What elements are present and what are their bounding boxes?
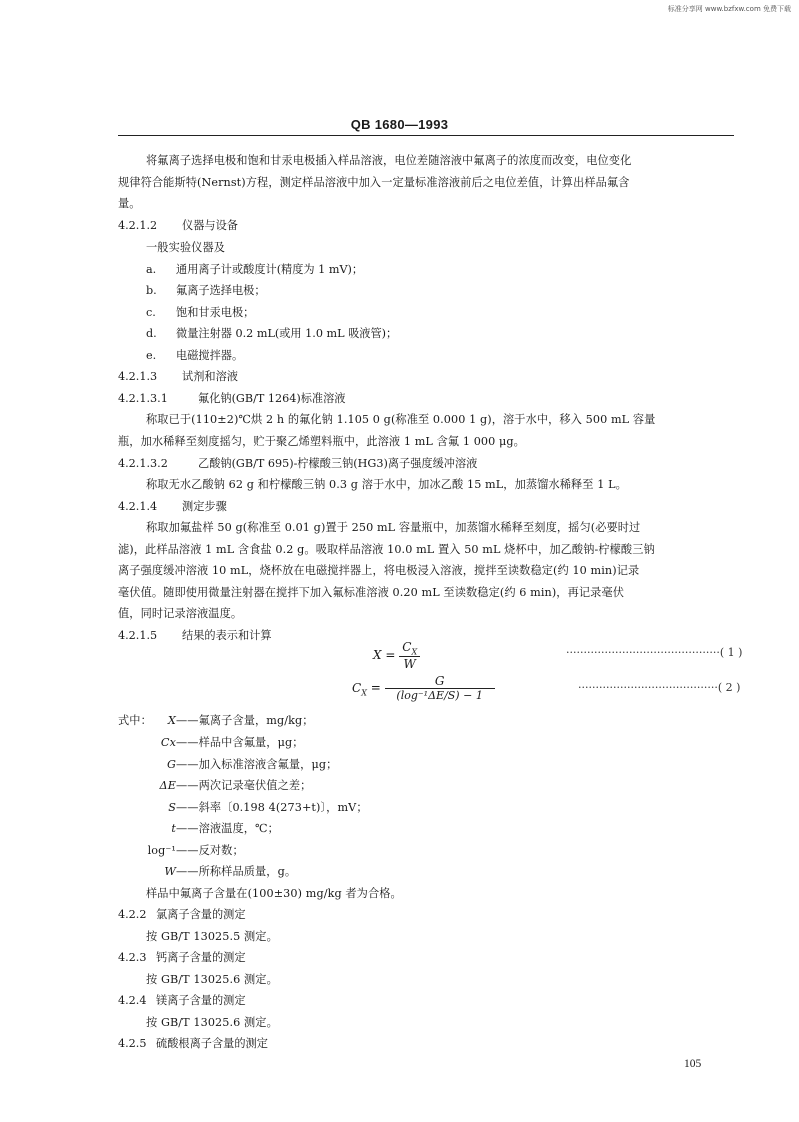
item-key: a. [146,263,157,276]
equipment-intro: 一般实验仪器及 [146,241,226,254]
paragraph-4-2-1-3-1-line-1: 称取已于(110±2)℃烘 2 h 的氟化钠 1.105 0 g(称准至 0.000 1 g)，溶于水中，移入 500 mL 容量 [146,413,656,426]
section-4-2-1-3-2 [118,455,477,471]
item-key: c. [146,306,156,319]
site-watermark: 标准分享网 www.bzfxw.com 免费下载 [667,5,791,13]
where-label: 式中： [118,714,152,727]
section-4-2-3 [118,949,246,965]
variable-log-inverse [143,842,244,858]
section-number: 4.2.4 [118,994,147,1007]
equation-1-leader [566,646,742,659]
section-4-2-4 [118,992,246,1008]
intro-line-2: 规律符合能斯特(Nernst)方程，测定样品溶液中加入一定量标准溶液前后之电位差值，计算出样品氟含 [118,176,630,189]
variable-g [152,756,337,772]
section-number: 4.2.5 [118,1037,147,1050]
section-title: 结果的表示和计算 [182,629,272,642]
item-text: 饱和甘汞电极； [176,306,255,319]
leader-dots: ········································ [578,681,718,694]
variable-x [152,712,314,728]
item-key: e. [146,349,157,362]
paragraph-4-2-3: 按 GB/T 13025.6 测定。 [146,973,278,986]
paragraph-4-2-2: 按 GB/T 13025.5 测定。 [146,930,278,943]
procedure-line-4: 毫伏值。随即使用微量注射器在搅拌下加入氟标准溶液 0.20 mL 至读数稳定(约 6 min)，再记录毫伏 [118,586,625,599]
procedure-line-1: 称取加氟盐样 50 g(称准至 0.01 g)置于 250 mL 容量瓶中，加蒸馏水稀释至刻度，摇匀(必要时过 [146,521,641,534]
section-number: 4.2.1.5 [118,629,158,642]
equation-2-lhs: $C_X$ [352,680,367,697]
variable-desc: ——氟离子含量，mg/kg； [176,714,314,727]
section-title: 乙酸钠(GB/T 695)-柠檬酸三钠(HG3)离子强度缓冲溶液 [198,457,478,470]
section-4-2-5 [118,1035,268,1051]
equation-2-leader [578,681,740,694]
variable-desc: ——加入标准溶液含氟量，μg； [176,758,338,771]
equation-2-denominator: (log⁻¹ΔE/S) − 1 [396,689,483,702]
section-title: 氟化钠(GB/T 1264)标准溶液 [198,392,346,405]
item-text: 电磁搅拌器。 [176,349,244,362]
section-number: 4.2.1.3 [118,370,158,383]
section-title: 镁离子含量的测定 [156,994,246,1007]
variable-desc: ——所称样品质量，g。 [176,865,297,878]
section-number: 4.2.2 [118,908,147,921]
variable-t [152,820,279,836]
variable-symbol: log⁻¹ [147,844,176,857]
equation-2-fraction [385,674,495,702]
item-text: 氟离子选择电极； [176,284,266,297]
section-title: 钙离子含量的测定 [156,951,246,964]
variable-s [152,799,368,815]
equation-2-equals: = [370,680,381,695]
section-number: 4.2.1.2 [118,219,158,232]
variable-desc: ——反对数； [176,844,244,857]
equation-1-fraction [399,640,420,671]
section-title: 仪器与设备 [182,219,238,232]
section-4-2-1-5 [118,627,272,643]
variable-symbol: W [164,865,176,878]
variable-symbol: t [171,822,176,835]
header-rule [118,135,734,136]
variable-symbol: G [166,758,176,771]
equipment-item-a [146,261,363,277]
equipment-item-d [146,325,397,341]
section-4-2-1-3-1 [118,390,345,406]
section-title: 氯离子含量的测定 [156,908,246,921]
variable-desc: ——样品中含氟量，μg； [176,736,304,749]
equipment-item-e [146,347,243,363]
variable-desc: ——斜率〔0.198 4(273+t)〕，mV； [176,801,368,814]
section-4-2-1-3 [118,368,238,384]
section-title: 测定步骤 [182,500,227,513]
equipment-item-b [146,282,266,298]
item-key: b. [146,284,157,297]
section-4-2-2 [118,906,246,922]
equation-1-numerator: $C_X$ [399,640,420,657]
equation-1-number: ( 1 ) [719,646,743,659]
section-4-2-1-2 [118,217,238,233]
variable-delta-e [152,777,311,793]
variable-desc: ——溶液温度，℃； [176,822,279,835]
section-title: 硫酸根离子含量的测定 [156,1037,268,1050]
equipment-item-c [146,304,254,320]
intro-line-1: 将氟离子选择电极和饱和甘汞电极插入样品溶液，电位差随溶液中氟离子的浓度而改变，电位变化 [146,154,632,167]
item-text: 通用离子计或酸度计(精度为 1 mV)； [176,263,364,276]
page-number: 105 [684,1058,702,1070]
section-title: 试剂和溶液 [182,370,238,383]
paragraph-4-2-1-3-2: 称取无水乙酸钠 62 g 和柠檬酸三钠 0.3 g 溶于水中，加冰乙酸 15 mL，加蒸馏水稀释至 1 L。 [146,478,627,491]
leader-dots: ············································ [566,646,720,659]
paragraph-4-2-4: 按 GB/T 13025.6 测定。 [146,1016,278,1029]
variable-symbol: X [167,714,176,727]
variable-symbol: Cx [160,736,176,749]
item-key: d. [146,327,157,340]
variable-symbol: S [168,801,176,814]
standard-header: QB 1680—1993 [350,117,449,132]
paragraph-4-2-1-3-1-line-2: 瓶，加水稀释至刻度摇匀，贮于聚乙烯塑料瓶中，此溶液 1 mL 含氟 1 000 μg。 [118,435,525,448]
variable-w [152,863,296,879]
section-4-2-1-4 [118,498,227,514]
equation-1 [373,640,420,671]
variable-desc: ——两次记录毫伏值之差； [176,779,312,792]
item-text: 微量注射器 0.2 mL(或用 1.0 mL 吸液管)； [176,327,398,340]
equation-1-lhs: X = [373,648,396,663]
procedure-line-2: 滤)，此样品溶液 1 mL 含食盐 0.2 g。吸取样品溶液 10.0 mL 置入 50 mL 烧杯中，加乙酸钠-柠檬酸三钠 [118,543,655,556]
equation-2-number: ( 2 ) [717,681,741,694]
pass-criterion: 样品中氟离子含量在(100±30) mg/kg 者为合格。 [146,887,402,900]
equation-2-numerator: G [385,674,495,689]
intro-line-3: 量。 [118,197,141,210]
equation-1-denominator: W [403,657,416,672]
section-number: 4.2.3 [118,951,147,964]
section-number: 4.2.1.3.1 [118,392,168,405]
variable-symbol: ΔE [159,779,176,792]
section-number: 4.2.1.4 [118,500,158,513]
procedure-line-3: 离子强度缓冲溶液 10 mL，烧杯放在电磁搅拌器上，将电极浸入溶液，搅拌至读数稳定(约 10 min)记录 [118,564,640,577]
section-number: 4.2.1.3.2 [118,457,168,470]
procedure-line-5: 值，同时记录溶液温度。 [118,607,243,620]
equation-2 [352,674,495,702]
variable-cx [152,734,304,750]
